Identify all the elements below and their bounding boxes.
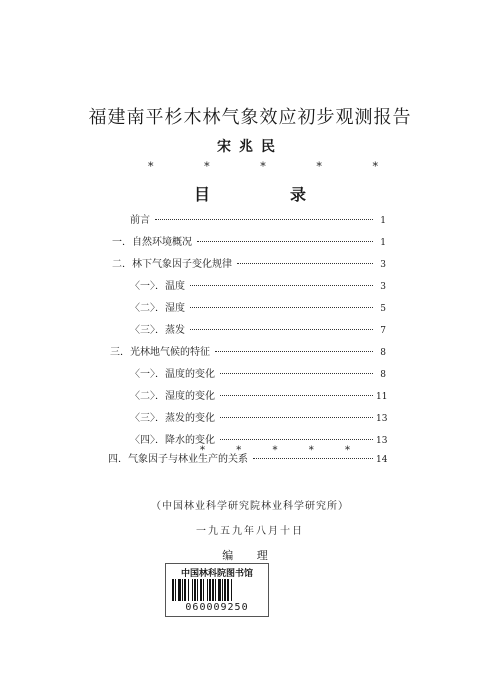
star-mark: * <box>204 160 210 173</box>
star-mark: * <box>200 445 205 456</box>
toc-entry-label: 〈二〉．湿度的变化 <box>130 391 215 402</box>
toc-entry[interactable] <box>130 431 386 445</box>
toc-entry[interactable] <box>110 343 386 357</box>
star-mark: * <box>316 160 322 173</box>
toc-entry[interactable] <box>130 409 386 423</box>
dot-leader <box>197 241 373 242</box>
toc-entry-label: 〈三〉．蒸发 <box>130 325 185 336</box>
library-stamp <box>165 563 269 617</box>
star-mark: * <box>272 445 278 456</box>
star-mark: * <box>372 160 378 173</box>
dot-leader <box>253 458 373 459</box>
separator-stars <box>148 160 378 173</box>
toc-entry[interactable] <box>130 277 386 291</box>
toc-entry-page: 11 <box>376 392 388 402</box>
toc-entry-label: 〈四〉．降水的变化 <box>130 435 215 446</box>
toc-entry[interactable] <box>112 255 386 269</box>
star-mark: * <box>345 445 350 456</box>
toc-entry-page: 13 <box>376 436 388 446</box>
barcode-graphic <box>172 579 262 601</box>
toc-entry-label: 〈三〉．蒸发的变化 <box>130 413 215 424</box>
toc-entry-page: 1 <box>380 216 386 226</box>
toc-heading-char: 录 <box>290 185 307 204</box>
toc-entry[interactable] <box>130 387 386 401</box>
toc-entry[interactable] <box>130 365 386 379</box>
star-mark: * <box>236 445 242 456</box>
report-title: 福建南平杉木林气象效应初步观测报告 <box>88 107 412 128</box>
compiler-line: 编 理 <box>222 549 278 562</box>
author-name: 宋兆民 <box>217 139 283 155</box>
toc-entry[interactable] <box>130 299 386 313</box>
toc-entry-page: 3 <box>380 260 386 270</box>
stamp-label: 中国林科院图书馆 <box>180 569 253 579</box>
toc-entry-page: 7 <box>380 326 386 336</box>
toc-entry-page: 1 <box>380 238 386 248</box>
dot-leader <box>215 351 373 352</box>
dot-leader <box>220 395 373 396</box>
toc-entry-label: 〈一〉．温度的变化 <box>130 369 215 380</box>
toc-entry-label: 四．气象因子与林业生产的关系 <box>108 454 248 465</box>
toc-entry-label: 〈二〉．湿度 <box>130 303 185 314</box>
dot-leader <box>190 285 373 286</box>
toc-entry-page: 13 <box>376 414 388 424</box>
barcode-number: 060009250 <box>185 602 249 613</box>
toc-heading <box>0 182 500 205</box>
institution-line: （中国林业科学研究院林业科学研究所） <box>151 501 349 512</box>
dot-leader <box>220 439 373 440</box>
toc-entry-label: 二．林下气象因子变化规律 <box>112 259 232 270</box>
toc-entry-page: 8 <box>380 348 386 358</box>
toc-entry[interactable] <box>130 321 386 335</box>
toc-entry-page: 14 <box>376 455 388 465</box>
toc-entry-label: 〈一〉．温度 <box>130 281 185 292</box>
dot-leader <box>190 329 373 330</box>
toc-heading-char: 目 <box>193 185 210 204</box>
toc-entry-label: 三．光林地气候的特征 <box>110 347 210 358</box>
dot-leader <box>237 263 373 264</box>
toc-entry-page: 5 <box>380 304 386 314</box>
toc-entry[interactable] <box>112 233 386 247</box>
toc-entry-page: 8 <box>380 370 386 380</box>
star-mark: * <box>148 160 154 173</box>
dot-leader <box>155 219 373 220</box>
star-mark: * <box>308 445 314 456</box>
date-line: 一九五九年八月十日 <box>196 526 304 537</box>
dot-leader <box>220 373 373 374</box>
star-mark: * <box>260 160 266 173</box>
toc-entry-label: 前言 <box>130 215 150 226</box>
toc-entry[interactable] <box>130 211 386 225</box>
dot-leader <box>190 307 373 308</box>
toc-entry-page: 3 <box>380 282 386 292</box>
toc-entry-label: 一．自然环境概况 <box>112 237 192 248</box>
dot-leader <box>220 417 373 418</box>
footer-stars <box>200 445 350 456</box>
